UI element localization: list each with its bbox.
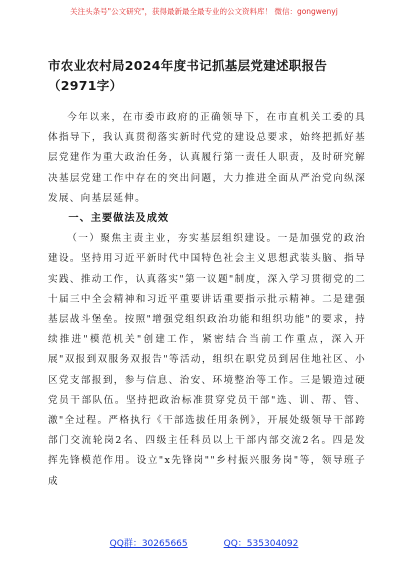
qq-group-link[interactable]: QQ群：30265665: [109, 539, 188, 549]
section-heading: 一、主要做法及成效: [68, 213, 170, 225]
intro-paragraph: 今年以来，在市委市政府的正确领导下，在市直机关工委的具体指导下，我认真贯彻落实新时代党的建设总要求，始终把抓好基层党建作为重大政治任务，认真履行第一责任人职责，及时研究解决基层党建工作中存在的突出问题，大力推进全面从严治党向纵深发展、向基层延伸。: [48, 112, 366, 204]
body-paragraph: （一）聚焦主责主业，夯实基层组织建设。一是加强党的政治建设。坚持用习近平新时代中国特色社会主义思想武装头脑、指导实践、推动工作，认真落实"第一议题"制度，深入学习贯彻党的二十届三中全会精神和习近平重要讲话重要指示批示精神。二是建强基层战斗堡垒。按照"增强党组织政治功能和组织功能"的要求，持续推进"模范机关"创建工作，紧密结合当前工作重点，深入开展"双报到双服务双报告"等活动，组织在职党员到居住地社区、小区党支部报到，参与信息、治安、环境整治等工作。三是锻造过硬党员干部队伍。坚持把政治标准贯穿党员干部"选、训、帮、管、激"全过程。严格执行《干部选拔任用条例》，开展处级领导干部跨部门交流轮岗2名、四级主任科员以上干部内部交流2名。四是发挥先锋模范作用。设立"x先锋岗""乡村振兴服务岗"等，领导班子成: [48, 233, 366, 487]
contact-footer: [0, 536, 408, 549]
qq-contact-link[interactable]: QQ：535304092: [223, 539, 299, 549]
document-title: 市农业农村局2024年度书记抓基层党建述职报告（2971字）: [48, 58, 328, 93]
promo-banner: 关注头条号"公文研究"，获得最新最全最专业的公文资料库！ 微信：gongwenyj: [70, 7, 338, 16]
document-body: [48, 56, 366, 492]
